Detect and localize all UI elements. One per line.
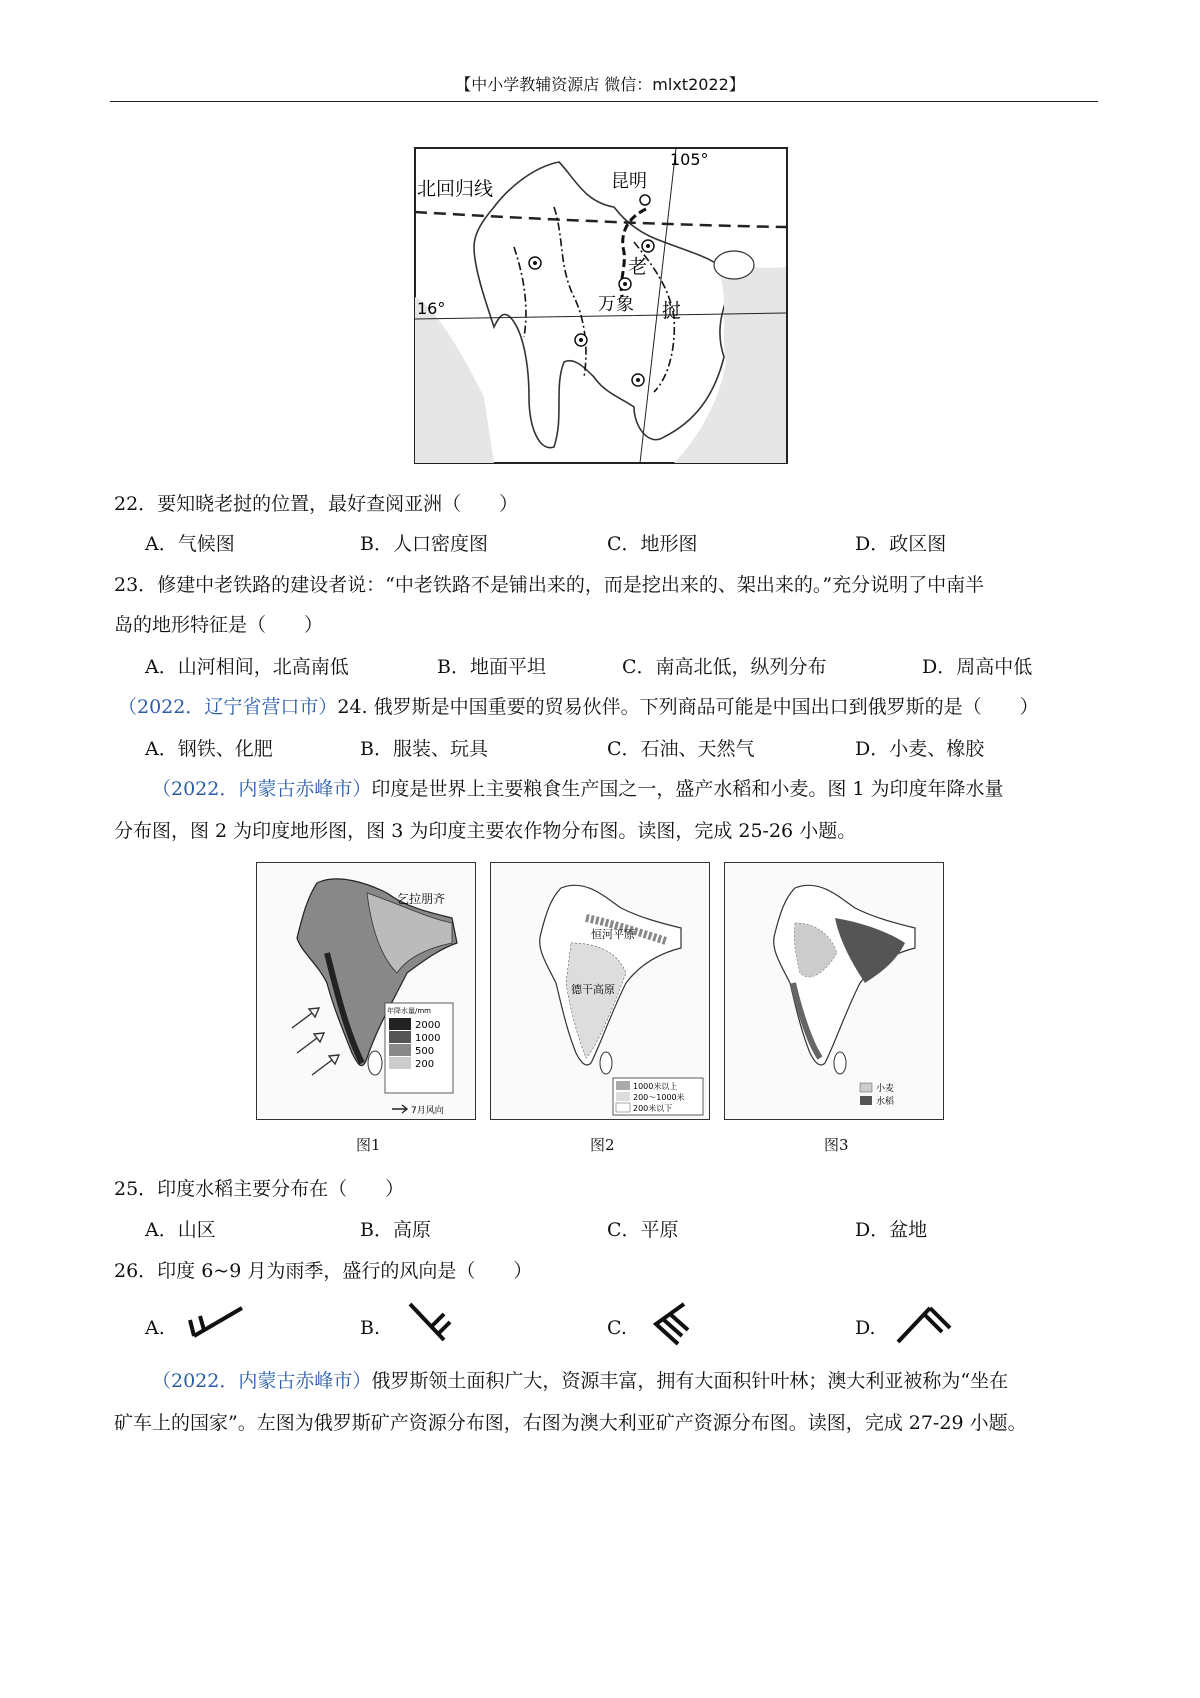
figure-1-caption: 图1 (356, 1136, 381, 1154)
figure-2-caption: 图2 (590, 1136, 615, 1154)
map-label-105: 105° (670, 150, 709, 169)
q25-option-d[interactable]: D．盆地 (855, 1219, 928, 1241)
q24-source: （2022．辽宁省营口市） (118, 696, 338, 718)
fig2-label-deccan: 德干高原 (571, 983, 615, 996)
wind-symbol-d-icon (894, 1300, 954, 1348)
q22-option-d[interactable]: D．政区图 (855, 533, 947, 555)
q25-option-a[interactable]: A．山区 (145, 1219, 216, 1241)
fig2-label-ganges: 恒河平原 (591, 928, 635, 941)
intro25-line2: 分布图，图 2 为印度地形图，图 3 为印度主要农作物分布图。读图，完成 25-26 小题。 (114, 820, 857, 842)
q22-option-c[interactable]: C．地形图 (607, 533, 698, 555)
header-rule (110, 101, 1098, 102)
q22-option-a[interactable]: A．气候图 (145, 533, 235, 555)
q26-option-a[interactable]: A. (145, 1317, 165, 1339)
map-label-wo: 挝 (662, 300, 682, 322)
fig1-place-label: 乞拉朋齐 (397, 892, 446, 906)
map-label-kunming: 昆明 (611, 171, 647, 192)
indochina-map (414, 147, 788, 464)
figure-1-precipitation-map (256, 862, 476, 1120)
q23-stem-line1: 23．修建中老铁路的建设者说：“中老铁路不是铺出来的，而是挖出来的、架出来的。”充分说明了中南半 (114, 574, 985, 596)
fig3-legend-rice: 水稻 (876, 1097, 895, 1107)
intro25-text1: 印度是世界上主要粮食生产国之一，盛产水稻和小麦。图 1 为印度年降水量 (371, 778, 1004, 800)
map-label-16: 16° (417, 299, 446, 318)
q22-stem: 22．要知晓老挝的位置，最好查阅亚洲（ ） (114, 493, 519, 515)
q24-stem: 24. 俄罗斯是中国重要的贸易伙伴。下列商品可能是中国出口到俄罗斯的是（ ） (337, 696, 1039, 718)
intro25-line1 (152, 777, 1004, 801)
figure-3-crop-map (724, 862, 944, 1120)
q26-stem: 26．印度 6~9 月为雨季，盛行的风向是（ ） (114, 1260, 533, 1282)
fig1-legend-500: 500 (415, 1046, 435, 1057)
q23-option-b[interactable]: B．地面平坦 (437, 656, 546, 678)
q22-option-b[interactable]: B．人口密度图 (360, 533, 488, 555)
wind-symbol-a-icon (188, 1302, 248, 1348)
q23-option-a[interactable]: A．山河相间，北高南低 (145, 656, 349, 678)
q24-option-b[interactable]: B．服装、玩具 (360, 738, 488, 760)
q24-option-d[interactable]: D．小麦、橡胶 (855, 738, 985, 760)
figure-3-caption: 图3 (824, 1136, 849, 1154)
q24-option-c[interactable]: C．石油、天然气 (607, 738, 755, 760)
intro27-line2: 矿车上的国家”。左图为俄罗斯矿产资源分布图，右图为澳大利亚矿产资源分布图。读图，完成 27-29 小题。 (114, 1412, 1027, 1434)
page-header: 【中小学教辅资源店 微信：mlxt2022】 (455, 75, 745, 94)
map-label-lao: 老 (628, 256, 648, 278)
q24-line (118, 695, 1039, 719)
fig1-wind-note: 7月风向 (411, 1106, 444, 1116)
intro27-line1 (152, 1369, 1008, 1393)
q26-option-c[interactable]: C. (607, 1317, 627, 1339)
fig1-legend-2000: 2000 (415, 1020, 441, 1031)
fig2-legend-3: 200米以下 (633, 1104, 673, 1113)
q25-stem: 25．印度水稻主要分布在（ ） (114, 1178, 405, 1200)
fig3-legend-wheat: 小麦 (876, 1084, 895, 1094)
map-label-vientiane: 万象 (598, 294, 634, 315)
q23-stem-line2: 岛的地形特征是（ ） (114, 614, 324, 636)
q24-option-a[interactable]: A．钢铁、化肥 (145, 738, 273, 760)
intro27-text1: 俄罗斯领土面积广大，资源丰富，拥有大面积针叶林；澳大利亚被称为“坐在 (371, 1370, 1009, 1392)
fig1-legend-1000: 1000 (415, 1033, 441, 1044)
q26-option-d[interactable]: D. (855, 1317, 876, 1339)
fig2-legend-1: 1000米以上 (633, 1082, 678, 1091)
wind-symbol-c-icon (648, 1300, 698, 1348)
figure-2-terrain-map (490, 862, 710, 1120)
q26-option-b[interactable]: B. (360, 1317, 381, 1339)
fig1-legend-title: 年降水量/mm (387, 1007, 431, 1015)
q23-option-d[interactable]: D．周高中低 (922, 656, 1033, 678)
intro25-source: （2022．内蒙古赤峰市） (152, 778, 372, 800)
q25-option-b[interactable]: B．高原 (360, 1219, 431, 1241)
q25-option-c[interactable]: C．平原 (607, 1219, 679, 1241)
fig2-legend-2: 200～1000米 (633, 1093, 685, 1102)
map-label-tropic: 北回归线 (417, 178, 494, 200)
wind-symbol-b-icon (404, 1300, 454, 1348)
fig1-legend-200: 200 (415, 1059, 435, 1070)
q23-option-c[interactable]: C．南高北低，纵列分布 (622, 656, 827, 678)
intro27-source: （2022．内蒙古赤峰市） (152, 1370, 372, 1392)
